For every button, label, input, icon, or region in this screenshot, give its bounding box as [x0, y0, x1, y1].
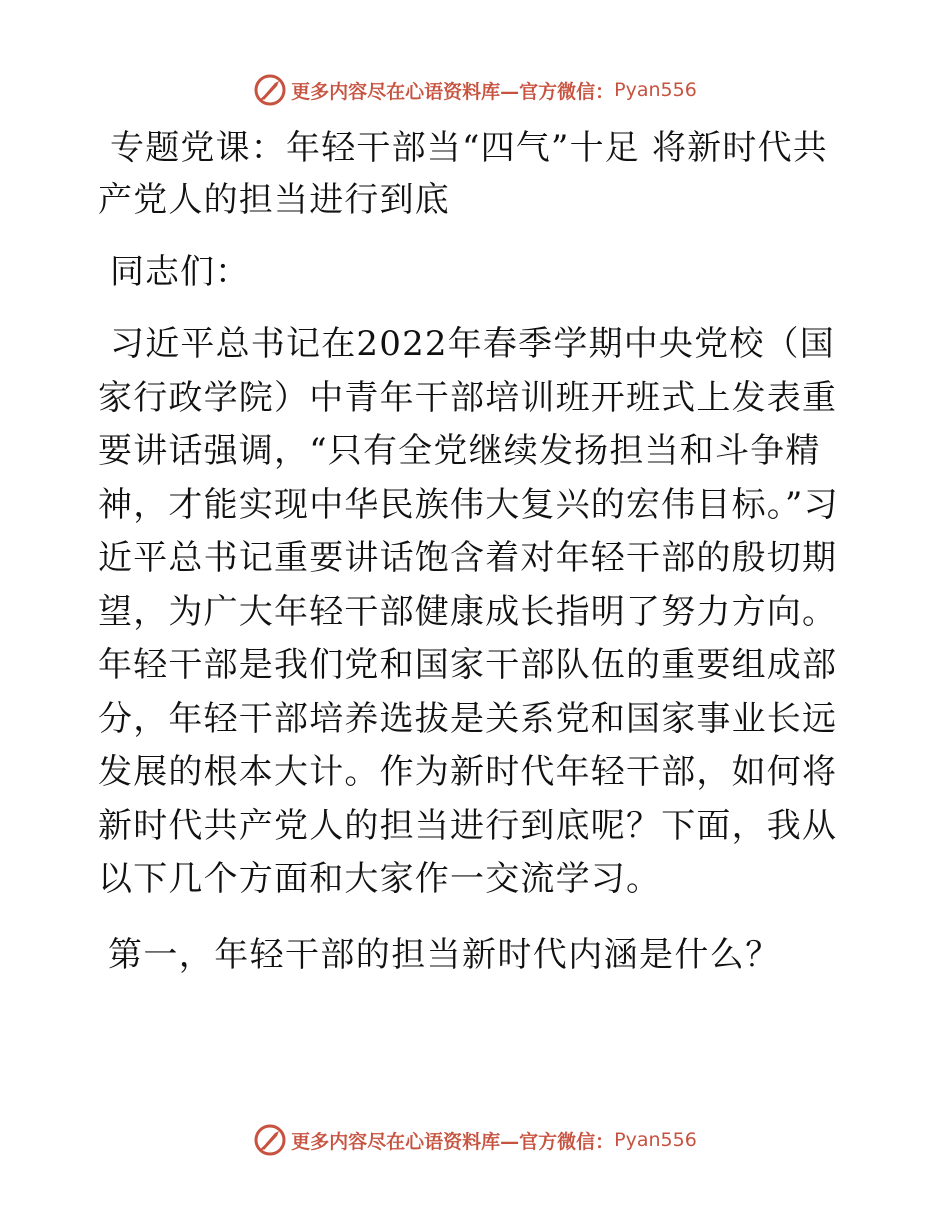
- quill-pen-circle-icon: [253, 73, 287, 107]
- body-paragraph: 习近平总书记在2022年春季学期中央党校（国家行政学院）中青年干部培训班开班式上发表重要讲话强调，“只有全党继续发扬担当和斗争精神，才能实现中华民族伟大复兴的宏伟目标。”习近平总书记重要讲话饱含着对年轻干部的殷切期望，为广大年轻干部健康成长指明了努力方向。年轻干部是我们党和国家干部队伍的重要组成部分，年轻干部培养选拔是关系党和国家事业长远发展的根本大计。作为新时代年轻干部，如何将新时代共产党人的担当进行到底呢？下面，我从以下几个方面和大家作一交流学习。: [98, 324, 839, 899]
- watermark-text: 更多内容尽在心语资料库—官方微信：: [291, 80, 615, 103]
- watermark-text: 更多内容尽在心语资料库—官方微信：: [291, 1130, 615, 1153]
- document-body: [98, 122, 850, 981]
- watermark-footer: [0, 1122, 950, 1158]
- title-line-2: 产党人的担当进行到底: [98, 180, 450, 220]
- watermark-header: [0, 72, 950, 108]
- salutation: 同志们：: [110, 252, 250, 292]
- watermark-wechat-id: Pyan556: [614, 1129, 697, 1151]
- watermark-wechat-id: Pyan556: [614, 79, 697, 101]
- title-line-1: 专题党课：年轻干部当“四气”十足 将新时代共: [110, 128, 828, 168]
- quill-pen-circle-icon: [253, 1123, 287, 1157]
- section-heading: 第一，年轻干部的担当新时代内涵是什么？: [108, 934, 781, 975]
- document-title: [98, 122, 850, 226]
